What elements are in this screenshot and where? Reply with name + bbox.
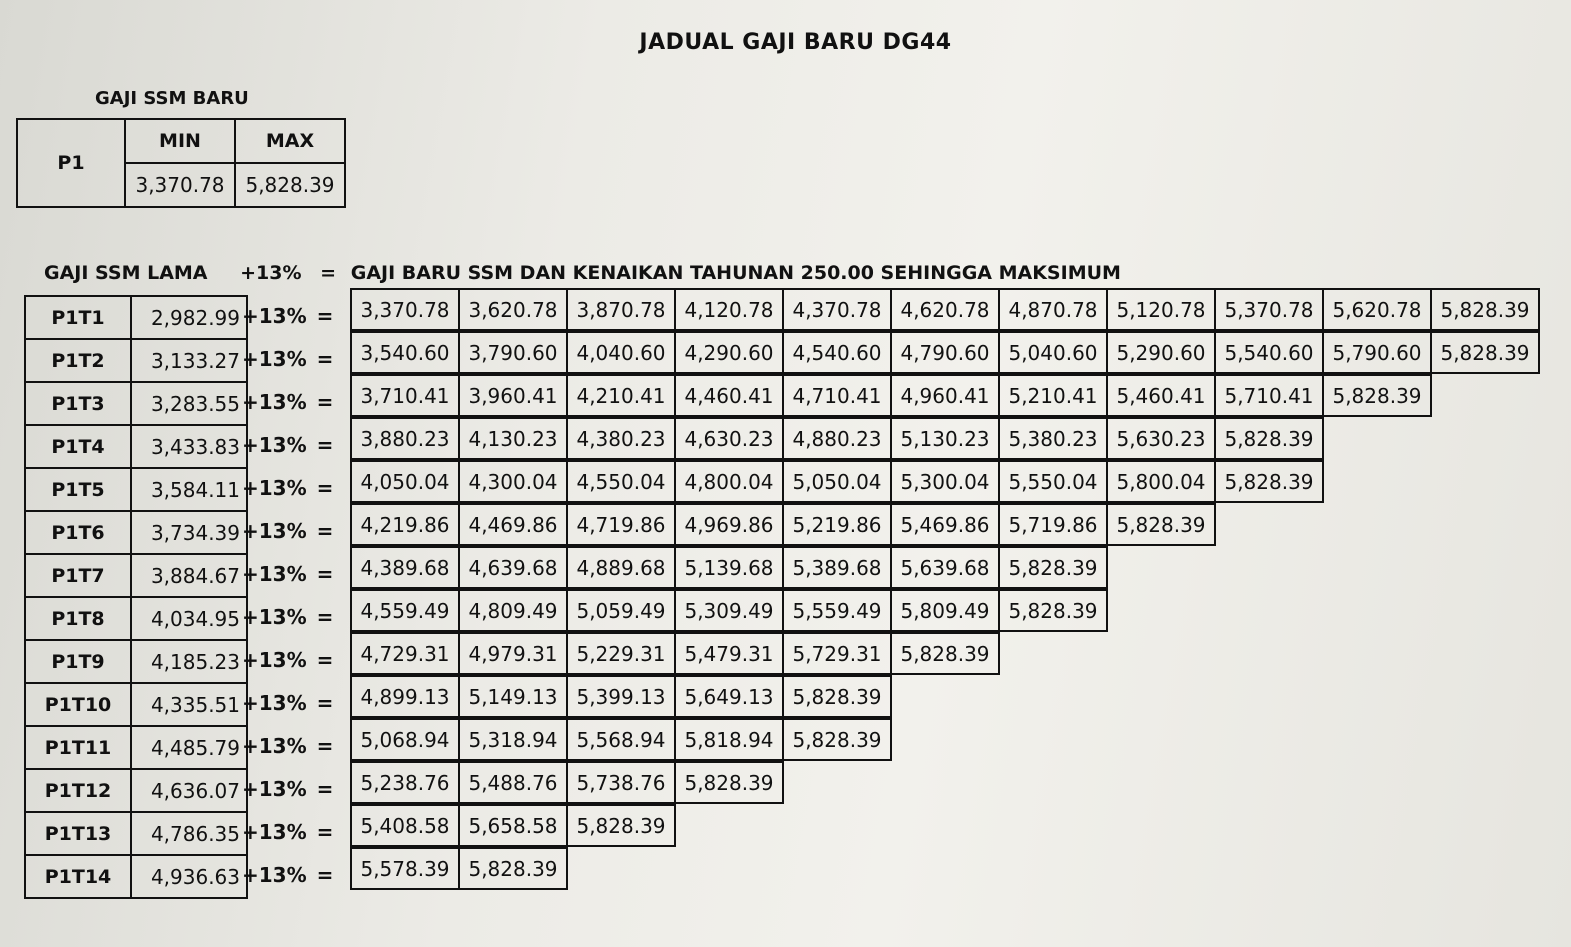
salary-cell: 4,120.78: [674, 288, 784, 331]
plus-percent: +13%: [242, 304, 307, 328]
salary-cell: 4,389.68: [350, 546, 460, 589]
old-salary-cell: 3,133.27: [131, 339, 247, 382]
table-row: [25, 382, 247, 425]
plus-percent: +13%: [242, 820, 307, 844]
salary-row: [352, 548, 1540, 591]
salary-cell: 5,738.76: [566, 761, 676, 804]
old-salary-cell: 3,283.55: [131, 382, 247, 425]
grade-cell: P1T5: [25, 468, 131, 511]
salary-cell: 5,389.68: [782, 546, 892, 589]
salary-cell: 3,620.78: [458, 288, 568, 331]
operator-row: [242, 467, 333, 510]
salary-cell: 5,578.39: [350, 847, 460, 890]
salary-cell: 5,639.68: [890, 546, 1000, 589]
salary-cell: 5,559.49: [782, 589, 892, 632]
salary-cell: 4,979.31: [458, 632, 568, 675]
old-salary-cell: 4,936.63: [131, 855, 247, 898]
plus-percent: +13%: [242, 476, 307, 500]
ssm-lama-description: GAJI BARU SSM DAN KENAIKAN TAHUNAN 250.00 SEHINGGA MAKSIMUM: [350, 262, 1121, 284]
salary-cell: 5,828.39: [998, 546, 1108, 589]
salary-cell: 5,800.04: [1106, 460, 1216, 503]
old-salary-cell: 4,636.07: [131, 769, 247, 812]
old-salary-cell: 3,884.67: [131, 554, 247, 597]
operator-row: [242, 295, 333, 338]
salary-row: [352, 720, 1540, 763]
salary-cell: 5,139.68: [674, 546, 784, 589]
salary-row: [352, 419, 1540, 462]
salary-cell: 5,658.58: [458, 804, 568, 847]
old-salary-cell: 2,982.99: [131, 296, 247, 339]
equals-sign: =: [316, 304, 334, 328]
grade-cell: P1T10: [25, 683, 131, 726]
equals-sign: =: [316, 863, 334, 887]
equals-sign: =: [316, 476, 334, 500]
salary-cell: 5,399.13: [566, 675, 676, 718]
salary-cell: 4,729.31: [350, 632, 460, 675]
salary-cell: 4,370.78: [782, 288, 892, 331]
salary-cell: 3,370.78: [350, 288, 460, 331]
operator-row: [242, 553, 333, 596]
salary-cell: 5,828.39: [1430, 288, 1540, 331]
salary-cell: 5,719.86: [998, 503, 1108, 546]
page-title: JADUAL GAJI BARU DG44: [639, 30, 952, 55]
plus-percent: +13%: [242, 433, 307, 457]
ssm-baru-table: [16, 118, 346, 208]
salary-cell: 5,828.39: [782, 718, 892, 761]
salary-cell: 5,469.86: [890, 503, 1000, 546]
table-row: [25, 855, 247, 898]
plus-percent: +13%: [242, 390, 307, 414]
old-salary-table: [24, 295, 248, 899]
old-salary-cell: 4,034.95: [131, 597, 247, 640]
old-salary-cell: 3,584.11: [131, 468, 247, 511]
salary-row: [352, 806, 1540, 849]
salary-cell: 5,040.60: [998, 331, 1108, 374]
salary-cell: 4,210.41: [566, 374, 676, 417]
ssm-lama-plus: +13%: [240, 262, 302, 284]
max-value: 5,828.39: [235, 163, 345, 207]
operator-row: [242, 424, 333, 467]
equals-sign: =: [316, 433, 334, 457]
salary-cell: 5,828.39: [1214, 417, 1324, 460]
salary-cell: 4,300.04: [458, 460, 568, 503]
max-header: MAX: [235, 119, 345, 163]
salary-cell: 5,828.39: [890, 632, 1000, 675]
salary-cell: 5,300.04: [890, 460, 1000, 503]
table-row: [25, 640, 247, 683]
plus-percent: +13%: [242, 691, 307, 715]
salary-cell: 4,710.41: [782, 374, 892, 417]
salary-cell: 5,540.60: [1214, 331, 1324, 374]
operator-row: [242, 725, 333, 768]
salary-row: [352, 505, 1540, 548]
plus-percent: +13%: [242, 863, 307, 887]
equals-sign: =: [316, 820, 334, 844]
ssm-lama-header: [44, 262, 1121, 284]
salary-cell: 5,828.39: [566, 804, 676, 847]
salary-cell: 5,149.13: [458, 675, 568, 718]
salary-cell: 5,059.49: [566, 589, 676, 632]
salary-cell: 5,828.39: [782, 675, 892, 718]
operator-row: [242, 854, 333, 897]
plus-percent: +13%: [242, 605, 307, 629]
salary-cell: 4,969.86: [674, 503, 784, 546]
salary-cell: 5,828.39: [674, 761, 784, 804]
operator-row: [242, 682, 333, 725]
grade-cell: P1T6: [25, 511, 131, 554]
table-row: [25, 683, 247, 726]
salary-cell: 5,828.39: [1106, 503, 1216, 546]
salary-cell: 5,828.39: [1214, 460, 1324, 503]
salary-cell: 5,068.94: [350, 718, 460, 761]
salary-cell: 3,540.60: [350, 331, 460, 374]
salary-cell: 5,229.31: [566, 632, 676, 675]
operator-row: [242, 639, 333, 682]
grade-cell: P1T9: [25, 640, 131, 683]
salary-cell: 5,568.94: [566, 718, 676, 761]
old-salary-cell: 4,335.51: [131, 683, 247, 726]
plus-percent: +13%: [242, 347, 307, 371]
salary-cell: 4,380.23: [566, 417, 676, 460]
salary-cell: 4,540.60: [782, 331, 892, 374]
grade-cell: P1T2: [25, 339, 131, 382]
table-row: [25, 425, 247, 468]
salary-cell: 5,318.94: [458, 718, 568, 761]
salary-cell: 5,710.41: [1214, 374, 1324, 417]
salary-row: [352, 677, 1540, 720]
operator-row: [242, 338, 333, 381]
salary-row: [352, 849, 1540, 892]
salary-row: [352, 763, 1540, 806]
ssm-lama-equals: =: [320, 262, 337, 284]
grade-cell: P1T4: [25, 425, 131, 468]
grade-cell: P1T12: [25, 769, 131, 812]
table-row: [25, 769, 247, 812]
salary-cell: 5,120.78: [1106, 288, 1216, 331]
salary-cell: 4,219.86: [350, 503, 460, 546]
salary-cell: 5,790.60: [1322, 331, 1432, 374]
salary-cell: 5,408.58: [350, 804, 460, 847]
salary-cell: 4,040.60: [566, 331, 676, 374]
salary-cell: 4,550.04: [566, 460, 676, 503]
salary-cell: 5,290.60: [1106, 331, 1216, 374]
new-salary-grid: [352, 290, 1540, 892]
table-row: [25, 339, 247, 382]
operator-row: [242, 510, 333, 553]
salary-cell: 4,880.23: [782, 417, 892, 460]
plus-percent: +13%: [242, 519, 307, 543]
ssm-lama-label: GAJI SSM LAMA: [44, 262, 208, 284]
table-row: [25, 812, 247, 855]
old-salary-cell: 4,185.23: [131, 640, 247, 683]
grade-cell: P1T8: [25, 597, 131, 640]
old-salary-cell: 3,734.39: [131, 511, 247, 554]
salary-cell: 5,818.94: [674, 718, 784, 761]
ssm-baru-grade: P1: [17, 119, 125, 207]
salary-cell: 5,828.39: [458, 847, 568, 890]
table-row: [25, 554, 247, 597]
salary-cell: 3,960.41: [458, 374, 568, 417]
salary-cell: 5,309.49: [674, 589, 784, 632]
plus-percent: +13%: [242, 562, 307, 586]
salary-cell: 5,238.76: [350, 761, 460, 804]
salary-cell: 4,469.86: [458, 503, 568, 546]
equals-sign: =: [316, 562, 334, 586]
operator-row: [242, 811, 333, 854]
salary-cell: 3,790.60: [458, 331, 568, 374]
operator-column: [242, 295, 333, 897]
equals-sign: =: [316, 777, 334, 801]
grade-cell: P1T7: [25, 554, 131, 597]
salary-cell: 5,219.86: [782, 503, 892, 546]
plus-percent: +13%: [242, 648, 307, 672]
salary-cell: 4,639.68: [458, 546, 568, 589]
equals-sign: =: [316, 390, 334, 414]
salary-cell: 5,050.04: [782, 460, 892, 503]
salary-cell: 4,050.04: [350, 460, 460, 503]
salary-row: [352, 591, 1540, 634]
salary-cell: 5,550.04: [998, 460, 1108, 503]
salary-cell: 4,130.23: [458, 417, 568, 460]
salary-row: [352, 290, 1540, 333]
salary-cell: 4,870.78: [998, 288, 1108, 331]
salary-cell: 4,460.41: [674, 374, 784, 417]
grade-cell: P1T14: [25, 855, 131, 898]
equals-sign: =: [316, 648, 334, 672]
salary-cell: 5,370.78: [1214, 288, 1324, 331]
salary-cell: 5,620.78: [1322, 288, 1432, 331]
salary-cell: 4,960.41: [890, 374, 1000, 417]
salary-cell: 5,479.31: [674, 632, 784, 675]
salary-cell: 5,729.31: [782, 632, 892, 675]
plus-percent: +13%: [242, 734, 307, 758]
table-row: [25, 468, 247, 511]
salary-cell: 4,620.78: [890, 288, 1000, 331]
salary-row: [352, 333, 1540, 376]
salary-cell: 4,899.13: [350, 675, 460, 718]
salary-cell: 4,630.23: [674, 417, 784, 460]
salary-row: [352, 376, 1540, 419]
salary-cell: 5,210.41: [998, 374, 1108, 417]
salary-cell: 5,380.23: [998, 417, 1108, 460]
salary-cell: 4,790.60: [890, 331, 1000, 374]
equals-sign: =: [316, 691, 334, 715]
plus-percent: +13%: [242, 777, 307, 801]
salary-cell: 4,809.49: [458, 589, 568, 632]
operator-row: [242, 596, 333, 639]
salary-row: [352, 462, 1540, 505]
equals-sign: =: [316, 519, 334, 543]
salary-cell: 5,828.39: [998, 589, 1108, 632]
ssm-baru-label: GAJI SSM BARU: [95, 88, 249, 109]
salary-cell: 3,870.78: [566, 288, 676, 331]
salary-row: [352, 634, 1540, 677]
salary-cell: 4,889.68: [566, 546, 676, 589]
old-salary-cell: 3,433.83: [131, 425, 247, 468]
table-row: [25, 726, 247, 769]
min-header: MIN: [125, 119, 235, 163]
operator-row: [242, 768, 333, 811]
salary-cell: 5,828.39: [1322, 374, 1432, 417]
salary-cell: 5,130.23: [890, 417, 1000, 460]
grade-cell: P1T11: [25, 726, 131, 769]
salary-cell: 4,559.49: [350, 589, 460, 632]
grade-cell: P1T1: [25, 296, 131, 339]
min-value: 3,370.78: [125, 163, 235, 207]
equals-sign: =: [316, 347, 334, 371]
salary-cell: 3,880.23: [350, 417, 460, 460]
old-salary-cell: 4,786.35: [131, 812, 247, 855]
old-salary-cell: 4,485.79: [131, 726, 247, 769]
table-row: [25, 511, 247, 554]
salary-cell: 5,828.39: [1430, 331, 1540, 374]
equals-sign: =: [316, 605, 334, 629]
table-row: [25, 597, 247, 640]
salary-cell: 4,290.60: [674, 331, 784, 374]
salary-cell: 5,488.76: [458, 761, 568, 804]
table-row: [25, 296, 247, 339]
grade-cell: P1T3: [25, 382, 131, 425]
salary-cell: 3,710.41: [350, 374, 460, 417]
salary-cell: 5,809.49: [890, 589, 1000, 632]
salary-cell: 5,460.41: [1106, 374, 1216, 417]
salary-cell: 4,800.04: [674, 460, 784, 503]
salary-cell: 5,630.23: [1106, 417, 1216, 460]
salary-cell: 5,649.13: [674, 675, 784, 718]
operator-row: [242, 381, 333, 424]
grade-cell: P1T13: [25, 812, 131, 855]
equals-sign: =: [316, 734, 334, 758]
salary-cell: 4,719.86: [566, 503, 676, 546]
